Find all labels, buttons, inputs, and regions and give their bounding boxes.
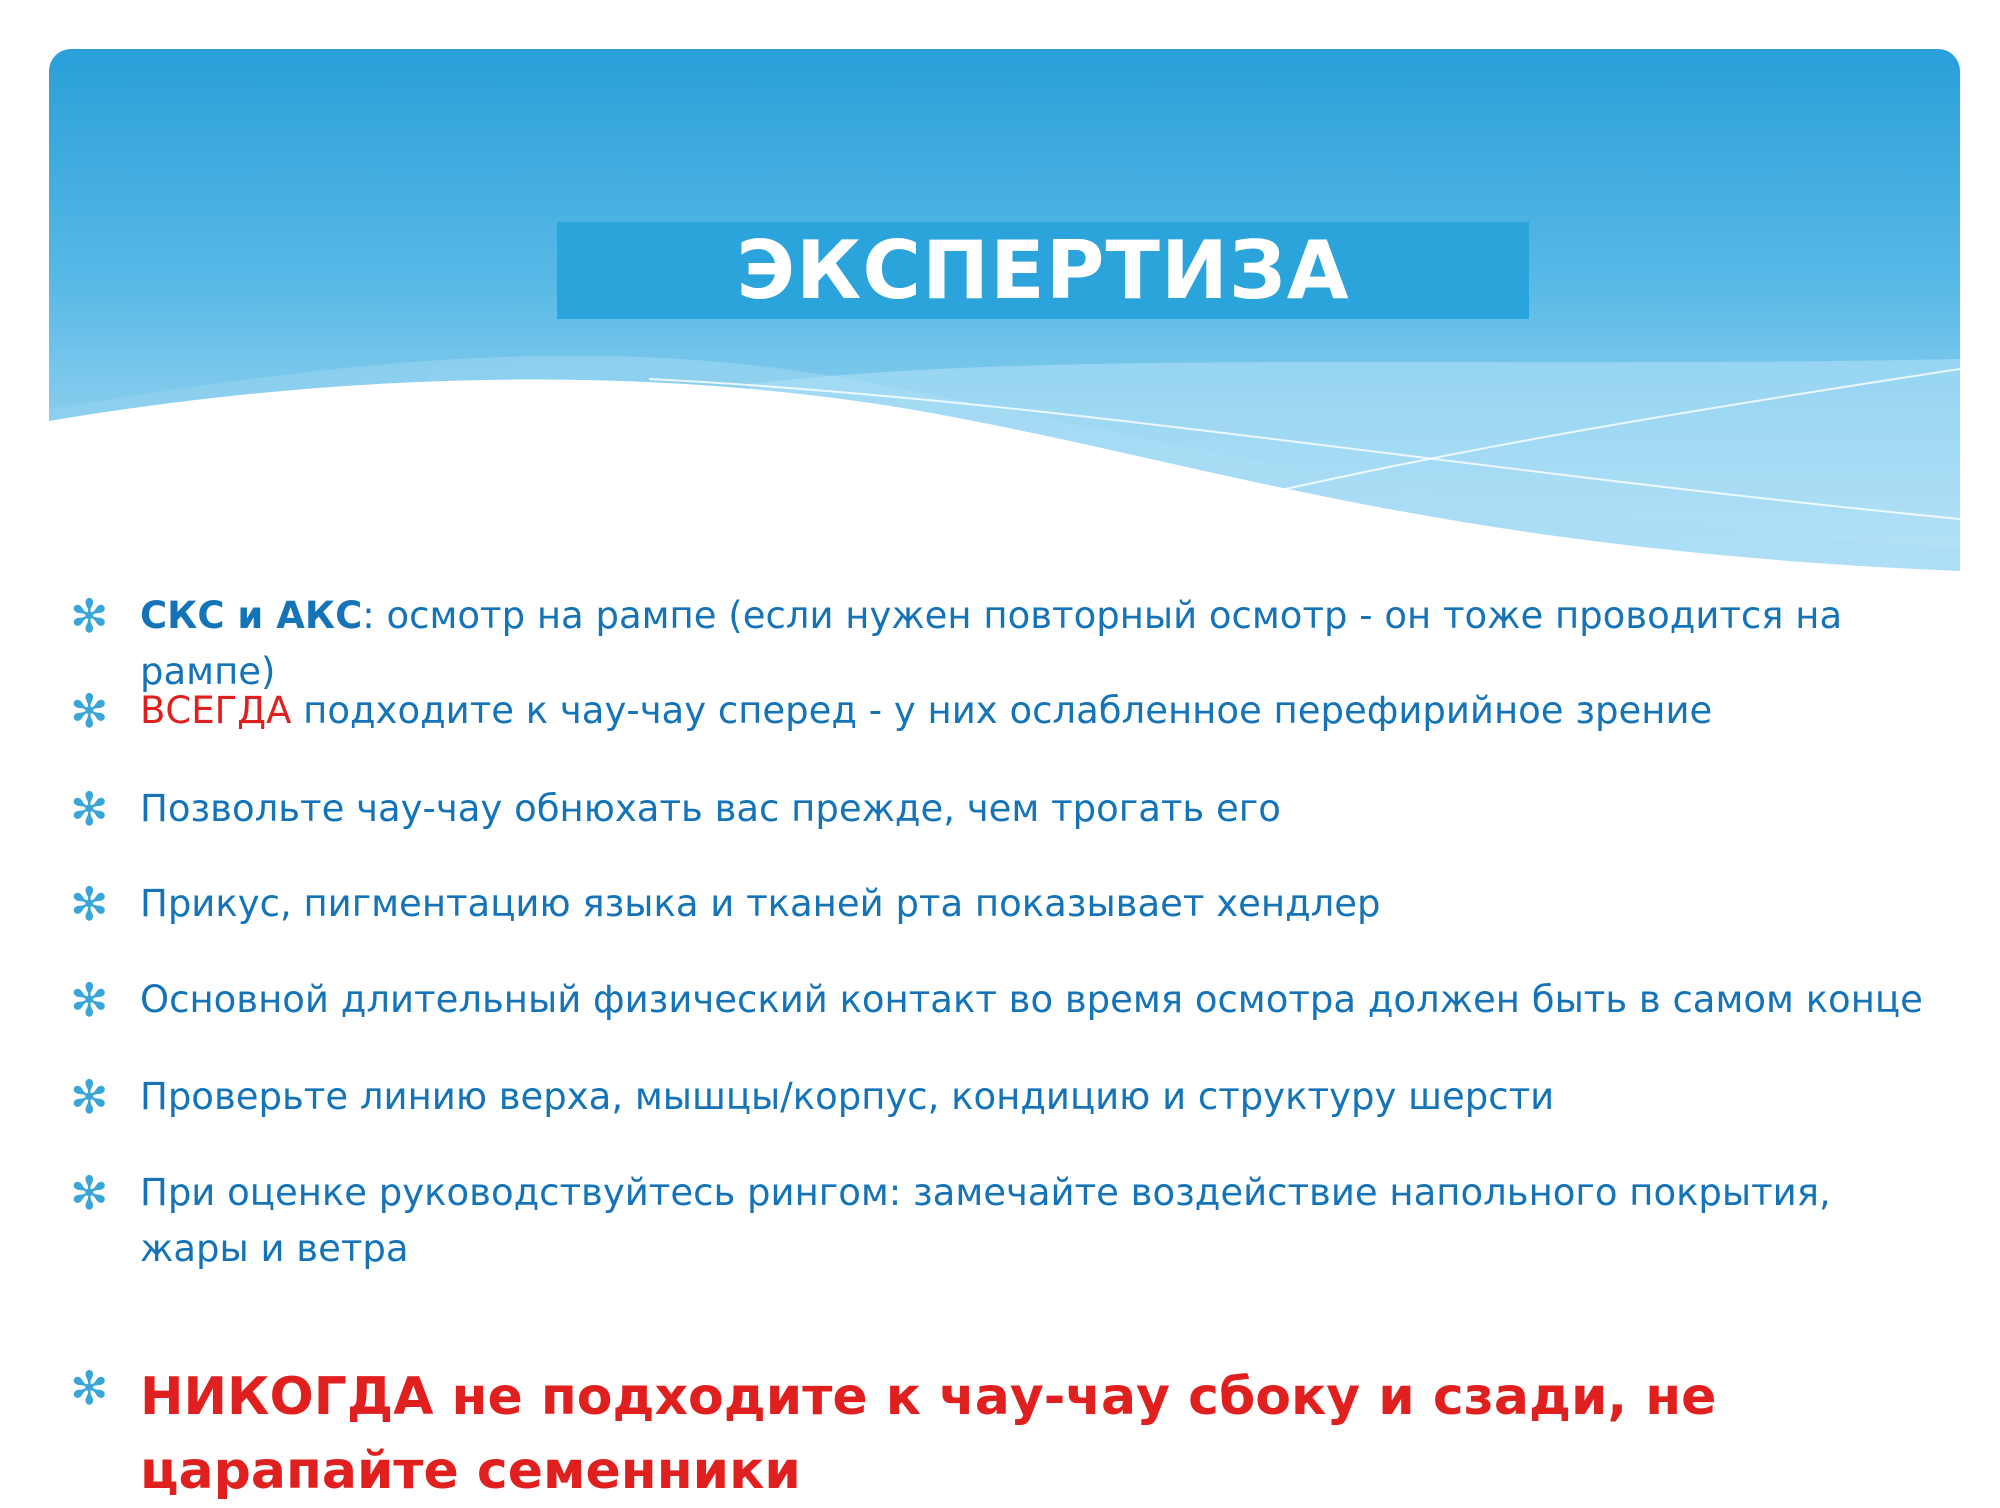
asterisk-icon: ✻ (70, 684, 109, 738)
list-item-warning (70, 1360, 1950, 1508)
list-item (70, 1069, 1950, 1125)
list-item (70, 972, 1950, 1028)
list-item (70, 683, 1950, 739)
asterisk-icon: ✻ (70, 1166, 109, 1220)
bullet-text: Проверьте линию верха, мышцы/корпус, кондицию и структуру шерсти (140, 1075, 1555, 1118)
page-title: ЭКСПЕРТИЗА (736, 224, 1350, 317)
bullet-lead: ВСЕГДА (140, 689, 292, 732)
warning-text: НИКОГДА не подходите к чау-чау сбоку и сзади, не царапайте семенники (140, 1367, 1717, 1501)
bullet-text: Прикус, пигментацию языка и тканей рта показывает хендлер (140, 882, 1381, 925)
bullet-text: Позвольте чау-чау обнюхать вас прежде, чем трогать его (140, 787, 1281, 830)
asterisk-icon: ✻ (70, 1070, 109, 1124)
bullet-text: : осмотр на рампе (если нужен повторный осмотр - он тоже проводится на рампе) (140, 594, 1843, 693)
bullet-text: Основной длительный физический контакт во время осмотра должен быть в самом конце (140, 978, 1923, 1021)
asterisk-icon: ✻ (70, 973, 109, 1027)
asterisk-icon: ✻ (70, 782, 109, 836)
asterisk-icon: ✻ (70, 589, 109, 643)
asterisk-icon: ✻ (70, 1361, 109, 1415)
list-item (70, 1165, 1950, 1277)
list-item (70, 876, 1950, 932)
bullet-lead: СКС и АКС (140, 594, 363, 637)
bullet-text: подходите к чау-чау сперед - у них ослабленное перефирийное зрение (291, 689, 1713, 732)
asterisk-icon: ✻ (70, 877, 109, 931)
list-item (70, 781, 1950, 837)
bullet-text: При оценке руководствуйтесь рингом: замечайте воздействие напольного покрытия, жары и ветра (140, 1171, 1831, 1270)
